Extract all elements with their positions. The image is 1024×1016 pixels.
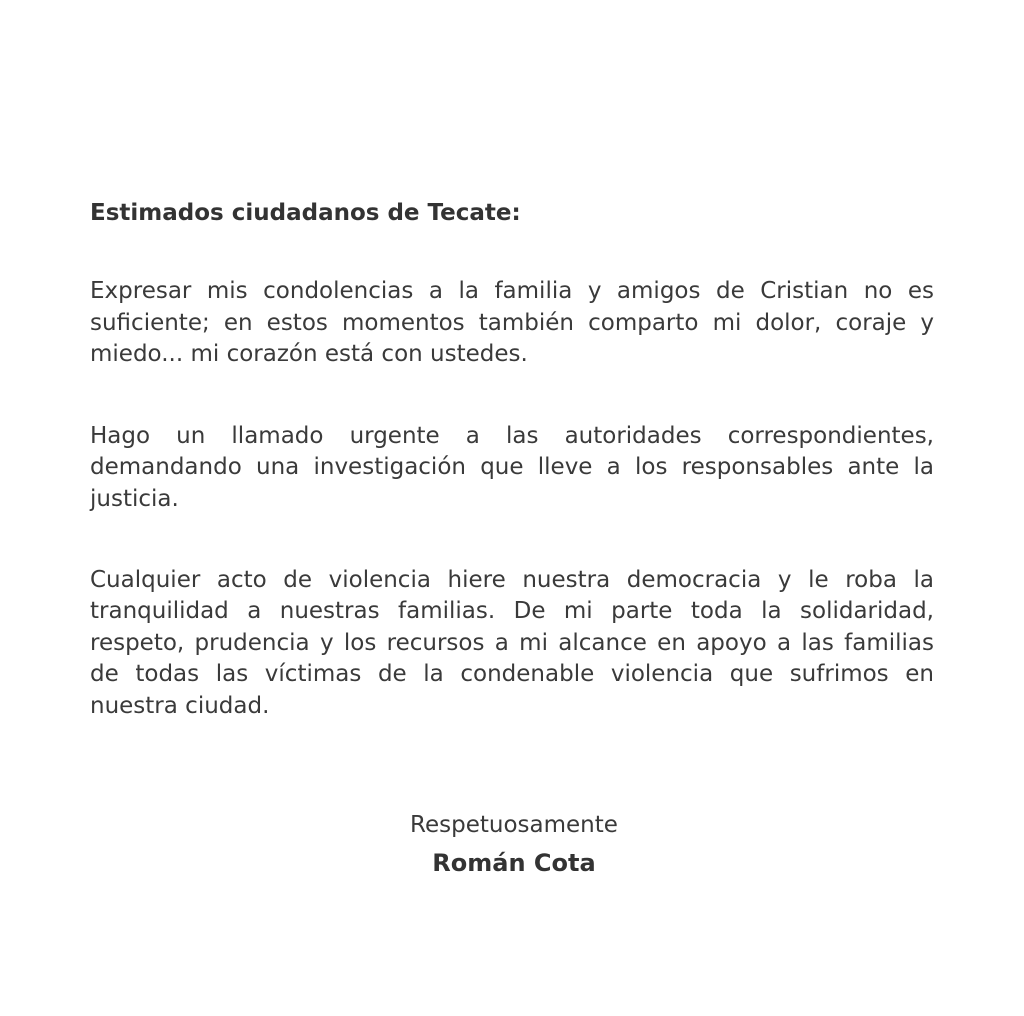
paragraph-condolences: Expresar mis condolencias a la familia y amigos de Cristian no es suficiente; en estos momentos también comparto mi dolor, coraje y miedo... mi corazón está con ustedes. [90, 278, 934, 368]
closing-phrase: Respetuosamente [410, 812, 618, 838]
closing-block [0, 806, 1024, 882]
letter-body [90, 196, 934, 723]
signature-name: Román Cota [432, 849, 596, 877]
salutation: Estimados ciudadanos de Tecate: [90, 200, 521, 226]
paragraph-call-to-authorities: Hago un llamado urgente a las autoridades correspondientes, demandando una investigación que lleve a los responsables ante la justicia. [90, 422, 934, 512]
paragraph-solidarity: Cualquier acto de violencia hiere nuestra democracia y le roba la tranquilidad a nuestras familias. De mi parte toda la solidaridad, respeto, prudencia y los recursos a mi alcance en apoyo a las familias de todas las víctimas de la condenable violencia que sufrimos en nuestra ciudad. [90, 566, 934, 719]
